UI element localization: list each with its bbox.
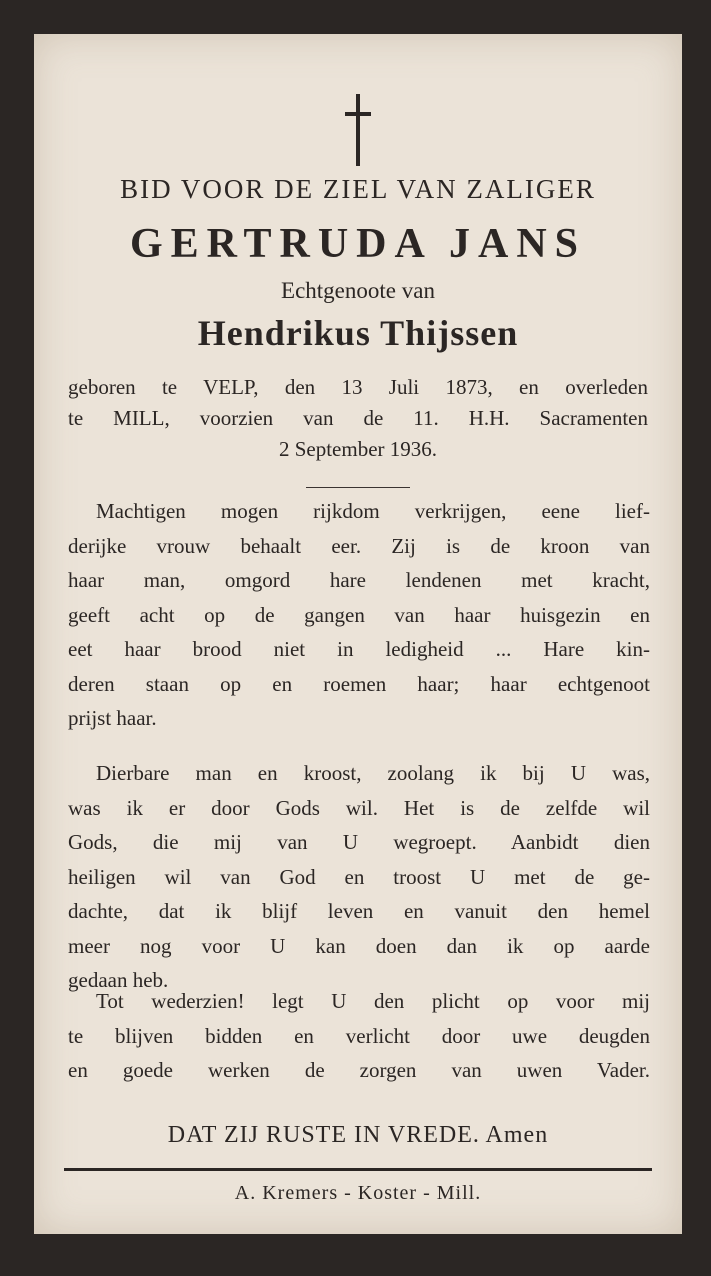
spouse-name: Hendrikus Thijssen bbox=[197, 313, 519, 353]
paragraph-line: derijke vrouw behaalt eer. Zij is de kroon van bbox=[68, 533, 650, 558]
paragraph-line: deren staan op en roemen haar; haar echtgenoot bbox=[68, 671, 650, 696]
paragraph-line: geeft acht op de gangen van haar huisgezin en bbox=[68, 602, 650, 627]
separator-line bbox=[306, 487, 410, 488]
prayer-heading: BID VOOR DE ZIEL VAN ZALIGER bbox=[120, 174, 596, 204]
paragraph-line: dachte, dat ik blijf leven en vanuit den hemel bbox=[68, 899, 650, 923]
paragraph-line: Dierbare man en kroost, zoolang ik bij U was, bbox=[96, 761, 650, 785]
memorial-card bbox=[34, 34, 682, 1234]
deceased-name: GERTRUDA JANS bbox=[129, 221, 587, 267]
paragraph-line: Machtigen mogen rijkdom verkrijgen, eene lief- bbox=[96, 499, 650, 523]
death-date: 2 September 1936. bbox=[278, 437, 438, 461]
relation-text: Echtgenoote van bbox=[281, 278, 435, 303]
paragraph-line: Tot wederzien! legt U den plicht op voor mij bbox=[96, 989, 650, 1013]
paragraph-line: heiligen wil van God en troost U met de ge- bbox=[68, 864, 650, 889]
paragraph-line: te blijven bidden en verlicht door uwe deugden bbox=[68, 1023, 650, 1048]
paragraph-line: prijst haar. bbox=[68, 706, 157, 730]
paragraph-line: en goede werken de zorgen van uwen Vader. bbox=[68, 1058, 650, 1082]
birth-line-1: geboren te VELP, den 13 Juli 1873, en overleden bbox=[68, 375, 648, 399]
footer-rule bbox=[64, 1168, 652, 1171]
paragraph-line: meer nog voor U kan doen dan ik op aarde bbox=[68, 933, 650, 958]
paragraph-line: eet haar brood niet in ledigheid ... Hare kin- bbox=[68, 637, 650, 661]
birth-line-2: te MILL, voorzien van de 11. H.H. Sacramenten bbox=[68, 406, 648, 430]
closing-prayer: DAT ZIJ RUSTE IN VREDE. Amen bbox=[167, 1122, 549, 1148]
farewell-paragraph bbox=[68, 756, 650, 998]
paragraph-line: haar man, omgord hare lendenen met kracht, bbox=[68, 568, 650, 592]
scripture-paragraph bbox=[68, 494, 650, 736]
cross-icon bbox=[345, 94, 371, 170]
paragraph-line: was ik er door Gods wil. Het is de zelfde wil bbox=[68, 795, 650, 820]
birth-death-details bbox=[68, 372, 648, 465]
printer-credit: A. Kremers - Koster - Mill. bbox=[234, 1182, 482, 1204]
prayer-request-paragraph bbox=[68, 984, 650, 1088]
paragraph-line: gedaan heb. bbox=[68, 968, 169, 992]
paragraph-line: Gods, die mij van U wegroept. Aanbidt dien bbox=[68, 830, 650, 854]
